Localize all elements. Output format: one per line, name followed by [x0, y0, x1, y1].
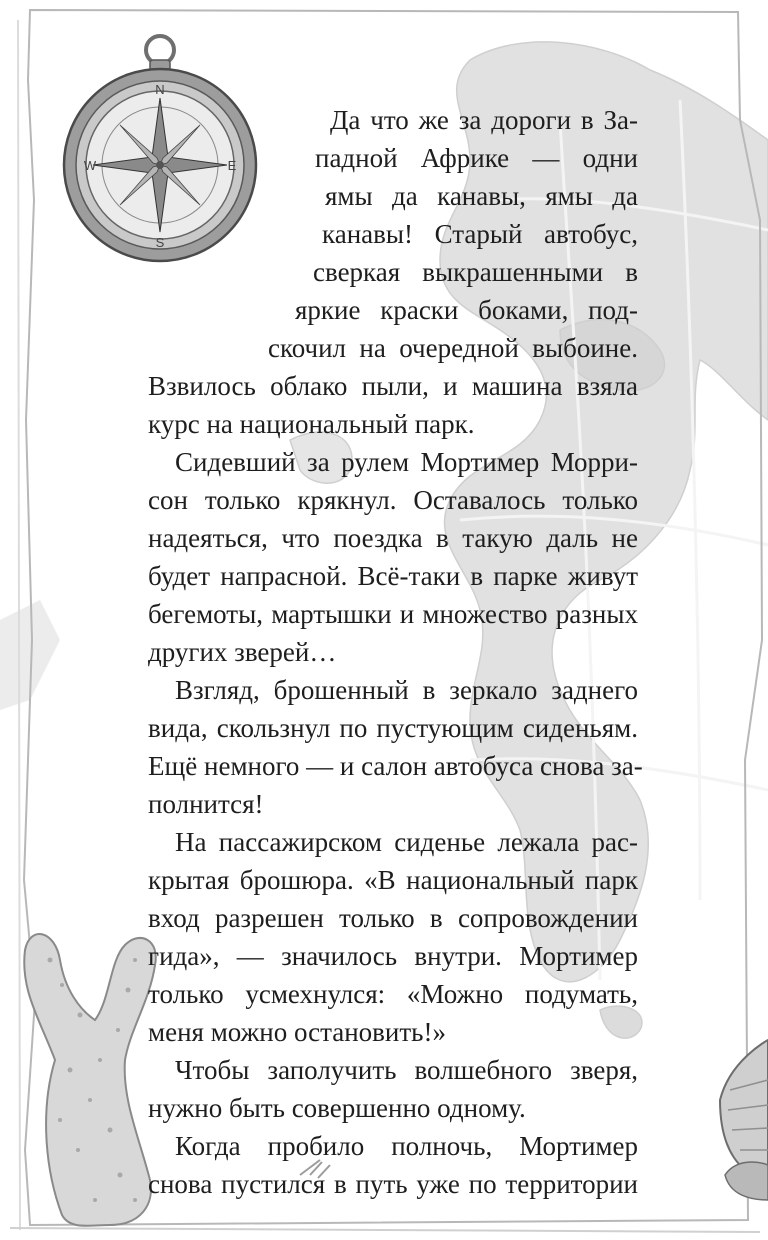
text-line: снова пустился в путь уже по территории	[148, 1169, 638, 1199]
text-line: будет напрасной. Всё-таки в парке живут	[148, 561, 638, 591]
text-line: бегемоты, мартышки и множество разных	[148, 599, 638, 629]
text-line: гида», — значилось внутри. Мортимер	[148, 941, 638, 971]
text-line: Взвилось облако пыли, и машина взяла	[148, 371, 638, 401]
text-line: вход разрешен только в сопровождении	[148, 903, 638, 933]
compass-east-label: E	[227, 158, 237, 173]
text-line: Взгляд, брошенный в зеркало заднего	[175, 675, 638, 705]
text-line: меня можно остановить!»	[148, 1017, 446, 1047]
seashell-icon	[720, 1040, 768, 1200]
text-line: скочил на очередной выбоине.	[268, 333, 638, 363]
text-line: яркие краски боками, под-	[295, 295, 638, 325]
text-line: На пассажирском сиденье лежала рас-	[175, 827, 638, 857]
text-line: крытая брошюра. «В национальный парк	[148, 865, 638, 895]
text-line: полнится!	[148, 789, 264, 819]
text-line: только усмехнулся: «Можно подумать,	[148, 979, 638, 1009]
text-line: падной Африке — одни	[315, 143, 638, 173]
text-line: других зверей…	[148, 637, 337, 667]
text-line: канавы! Старый автобус,	[322, 219, 638, 249]
compass-south-label: S	[155, 235, 165, 250]
text-line: Когда пробило полночь, Мортимер	[175, 1131, 638, 1161]
text-line: ямы да канавы, ямы да	[325, 181, 638, 211]
compass-north-label: N	[155, 82, 165, 97]
text-line: нужно быть совершенно одному.	[148, 1093, 526, 1123]
text-line: Сидевший за рулем Мортимер Морри-	[175, 447, 638, 477]
compass-west-label: W	[83, 158, 97, 173]
text-line: Ещё немного — и салон автобуса снова за-	[148, 751, 643, 781]
text-line: сверкая выкрашенными в	[313, 257, 638, 287]
text-line: Да что же за дороги в За-	[330, 105, 638, 135]
text-line: надеяться, что поездка в такую даль не	[148, 523, 638, 553]
text-line: сон только крякнул. Оставалось только	[148, 485, 638, 515]
text-line: курс на национальный парк.	[148, 409, 475, 439]
text-line: Чтобы заполучить волшебного зверя,	[175, 1055, 638, 1085]
compass-icon	[64, 36, 256, 261]
text-line: вида, скользнул по пустующим сиденьям.	[148, 713, 638, 743]
coral-icon	[24, 934, 156, 1226]
